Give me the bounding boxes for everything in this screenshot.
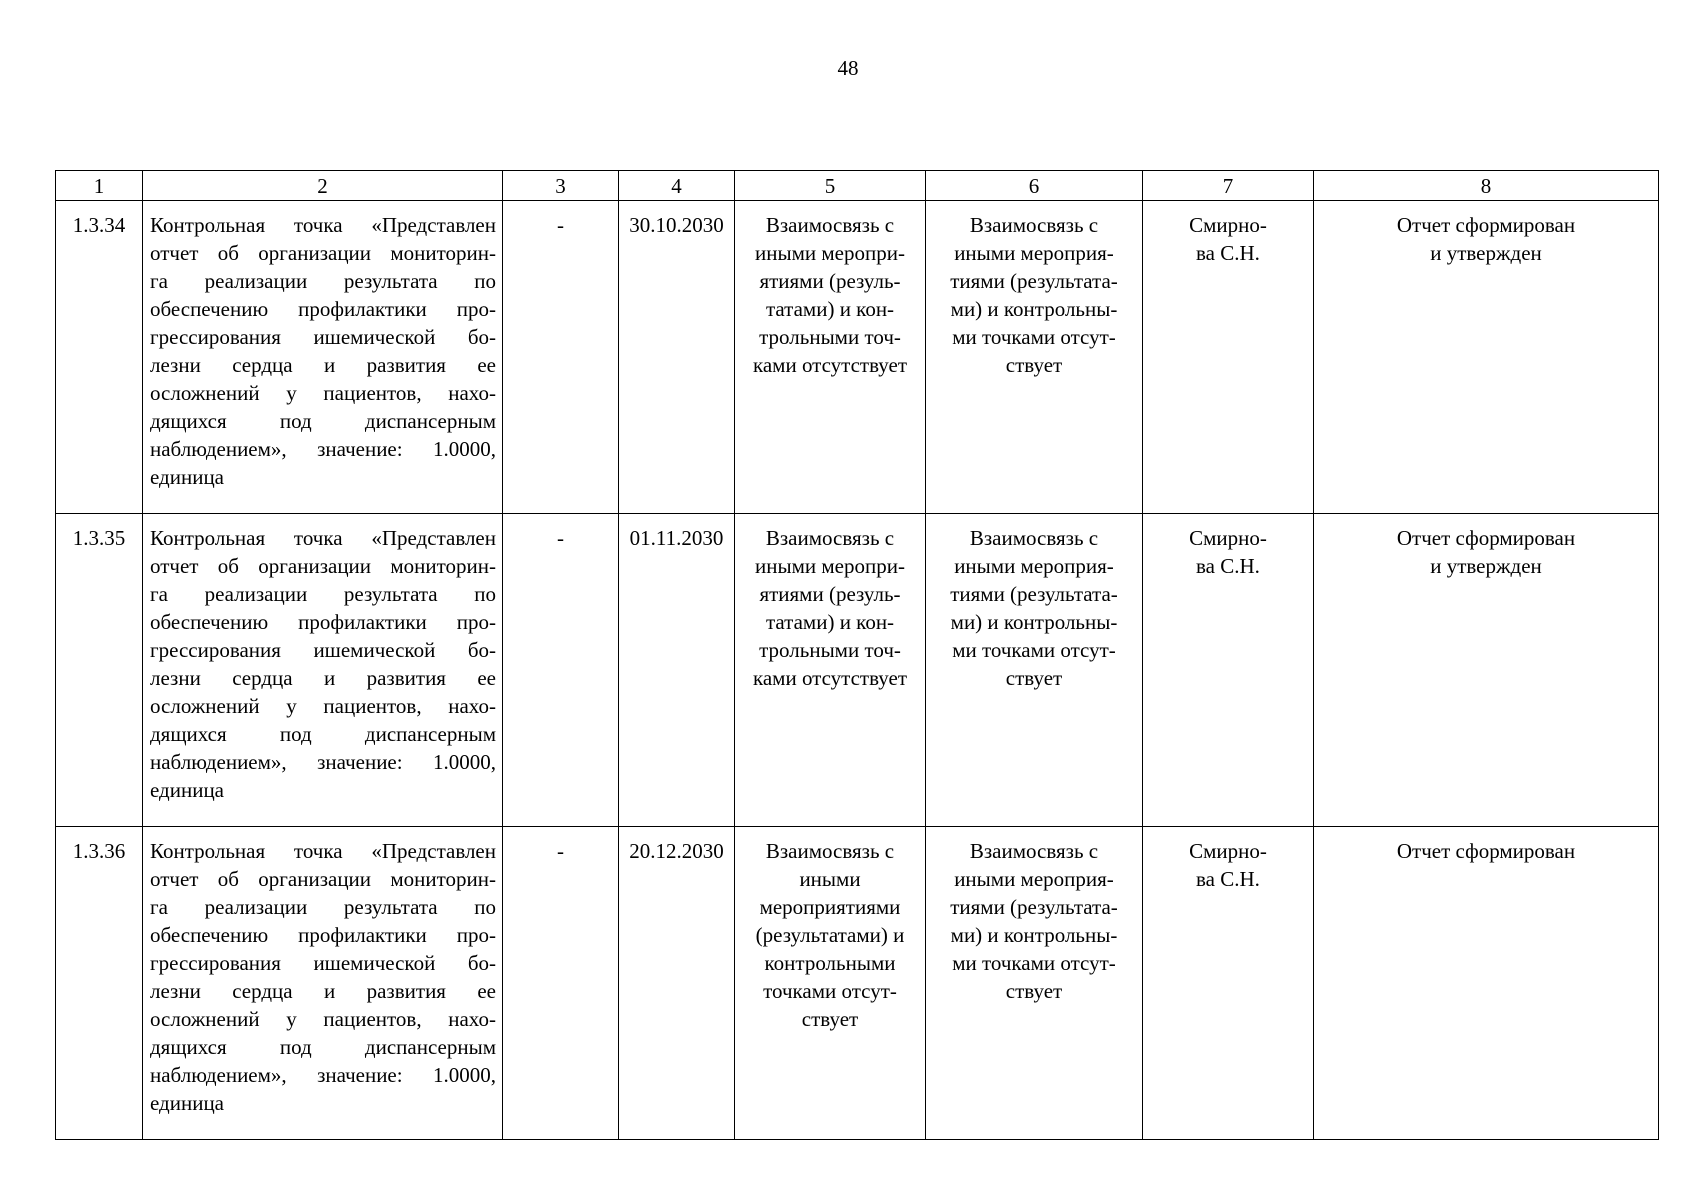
description-line: отчет об организации мониторин- — [150, 554, 496, 578]
responsible-line: Смирно- — [1189, 213, 1267, 237]
description-line: обеспечению профилактики про- — [150, 923, 496, 947]
description-line: Контрольная точка «Представлен — [150, 839, 496, 863]
result-line: Отчет сформирован — [1396, 213, 1576, 237]
responsible-cell — [1143, 514, 1314, 827]
row-number: 1.3.34 — [72, 213, 126, 237]
control-relation-line: тиями (результата- — [950, 269, 1118, 293]
control-relation-cell — [926, 201, 1143, 514]
result-line: и утвержден — [1430, 554, 1542, 578]
description-line: отчет об организации мониторин- — [150, 867, 496, 891]
description-line: наблюдением», значение: 1.0000, — [150, 1063, 496, 1087]
row-number: 1.3.36 — [72, 839, 126, 863]
table-row — [56, 201, 1659, 514]
column-header-1: 1 — [56, 171, 143, 201]
result-line: Отчет сформирован — [1396, 526, 1576, 550]
column-3-value: - — [557, 213, 564, 237]
control-relation-line: ми) и контрольны- — [950, 297, 1118, 321]
table-row — [56, 827, 1659, 1140]
date-cell — [619, 201, 735, 514]
description-line: единица — [150, 1091, 225, 1115]
responsible-cell — [1143, 827, 1314, 1140]
date-cell — [619, 827, 735, 1140]
description-line: обеспечению профилактики про- — [150, 610, 496, 634]
page-number: 48 — [837, 56, 859, 80]
description-line: га реализации результата по — [150, 269, 496, 293]
control-relation-cell — [926, 827, 1143, 1140]
relation-line: ятиями (резуль- — [759, 582, 901, 606]
responsible-line: ва С.Н. — [1196, 241, 1260, 265]
control-relation-line: Взаимосвязь с — [969, 213, 1099, 237]
description-line: га реализации результата по — [150, 895, 496, 919]
column-header-4: 4 — [619, 171, 735, 201]
date-value: 30.10.2030 — [629, 213, 724, 237]
description-line: обеспечению профилактики про- — [150, 297, 496, 321]
control-relation-line: ми) и контрольны- — [950, 610, 1118, 634]
relation-line: мероприятиями — [759, 895, 901, 919]
table-body — [56, 201, 1659, 1140]
control-relation-line: ствует — [1005, 979, 1063, 1003]
description-line: наблюдением», значение: 1.0000, — [150, 437, 496, 461]
result-cell — [1314, 514, 1659, 827]
description-cell — [143, 514, 503, 827]
control-relation-line: тиями (результата- — [950, 895, 1118, 919]
date-value: 01.11.2030 — [629, 526, 724, 550]
relation-line: татами) и кон- — [765, 297, 895, 321]
description-line: дящихся под диспансерным — [150, 1035, 496, 1059]
control-relation-line: Взаимосвязь с — [969, 839, 1099, 863]
relation-line: иными меропри- — [755, 241, 905, 265]
control-relation-line: ми точками отсут- — [952, 325, 1116, 349]
table-header-row — [56, 171, 1659, 201]
responsible-line: Смирно- — [1189, 526, 1267, 550]
row-number-cell — [56, 827, 143, 1140]
responsible-cell — [1143, 201, 1314, 514]
relation-line: трольными точ- — [759, 325, 901, 349]
description-line: лезни сердца и развития ее — [150, 666, 496, 690]
description-line: дящихся под диспансерным — [150, 722, 496, 746]
description-line: лезни сердца и развития ее — [150, 979, 496, 1003]
description-line: грессирования ишемической бо- — [150, 638, 496, 662]
date-value: 20.12.2030 — [629, 839, 724, 863]
responsible-line: Смирно- — [1189, 839, 1267, 863]
control-relation-cell — [926, 514, 1143, 827]
description-line: осложнений у пациентов, нахо- — [150, 381, 496, 405]
column-3-value: - — [557, 839, 564, 863]
table-row — [56, 514, 1659, 827]
description-line: осложнений у пациентов, нахо- — [150, 1007, 496, 1031]
description-line: отчет об организации мониторин- — [150, 241, 496, 265]
control-relation-line: иными мероприя- — [954, 241, 1114, 265]
row-number-cell — [56, 201, 143, 514]
control-relation-line: Взаимосвязь с — [969, 526, 1099, 550]
description-line: Контрольная точка «Представлен — [150, 213, 496, 237]
column-3-cell — [503, 201, 619, 514]
relation-line: трольными точ- — [759, 638, 901, 662]
column-header-7: 7 — [1143, 171, 1314, 201]
description-cell — [143, 201, 503, 514]
control-relation-line: ми точками отсут- — [952, 638, 1116, 662]
relation-line: (результатами) и — [755, 923, 905, 947]
control-relation-line: ми) и контрольны- — [950, 923, 1118, 947]
result-line: и утвержден — [1430, 241, 1542, 265]
relation-line: Взаимосвязь с — [765, 526, 895, 550]
column-header-5: 5 — [735, 171, 926, 201]
relation-line: точками отсут- — [763, 979, 897, 1003]
relation-line: ками отсутствует — [752, 666, 908, 690]
description-line: единица — [150, 778, 225, 802]
relation-cell — [735, 514, 926, 827]
relation-line: ками отсутствует — [752, 353, 908, 377]
description-line: га реализации результата по — [150, 582, 496, 606]
column-header-8: 8 — [1314, 171, 1659, 201]
description-line: дящихся под диспансерным — [150, 409, 496, 433]
control-relation-line: иными мероприя- — [954, 867, 1114, 891]
relation-line: ствует — [801, 1007, 859, 1031]
description-line: грессирования ишемической бо- — [150, 325, 496, 349]
row-number: 1.3.35 — [72, 526, 126, 550]
control-relation-line: ствует — [1005, 666, 1063, 690]
column-header-3: 3 — [503, 171, 619, 201]
relation-line: Взаимосвязь с — [765, 213, 895, 237]
result-cell — [1314, 201, 1659, 514]
control-relation-line: тиями (результата- — [950, 582, 1118, 606]
relation-line: татами) и кон- — [765, 610, 895, 634]
description-line: наблюдением», значение: 1.0000, — [150, 750, 496, 774]
column-header-2: 2 — [143, 171, 503, 201]
description-cell — [143, 827, 503, 1140]
control-relation-line: ми точками отсут- — [952, 951, 1116, 975]
control-relation-line: иными мероприя- — [954, 554, 1114, 578]
control-points-table — [55, 170, 1659, 1140]
relation-line: Взаимосвязь с — [765, 839, 895, 863]
description-line: лезни сердца и развития ее — [150, 353, 496, 377]
column-header-6: 6 — [926, 171, 1143, 201]
result-cell — [1314, 827, 1659, 1140]
column-3-value: - — [557, 526, 564, 550]
column-3-cell — [503, 827, 619, 1140]
description-line: Контрольная точка «Представлен — [150, 526, 496, 550]
responsible-line: ва С.Н. — [1196, 867, 1260, 891]
control-relation-line: ствует — [1005, 353, 1063, 377]
relation-cell — [735, 827, 926, 1140]
result-line: Отчет сформирован — [1396, 839, 1576, 863]
description-line: осложнений у пациентов, нахо- — [150, 694, 496, 718]
relation-cell — [735, 201, 926, 514]
description-line: грессирования ишемической бо- — [150, 951, 496, 975]
row-number-cell — [56, 514, 143, 827]
relation-line: иными — [799, 867, 861, 891]
responsible-line: ва С.Н. — [1196, 554, 1260, 578]
relation-line: иными меропри- — [755, 554, 905, 578]
column-3-cell — [503, 514, 619, 827]
date-cell — [619, 514, 735, 827]
relation-line: контрольными — [764, 951, 896, 975]
description-line: единица — [150, 465, 225, 489]
relation-line: ятиями (резуль- — [759, 269, 901, 293]
